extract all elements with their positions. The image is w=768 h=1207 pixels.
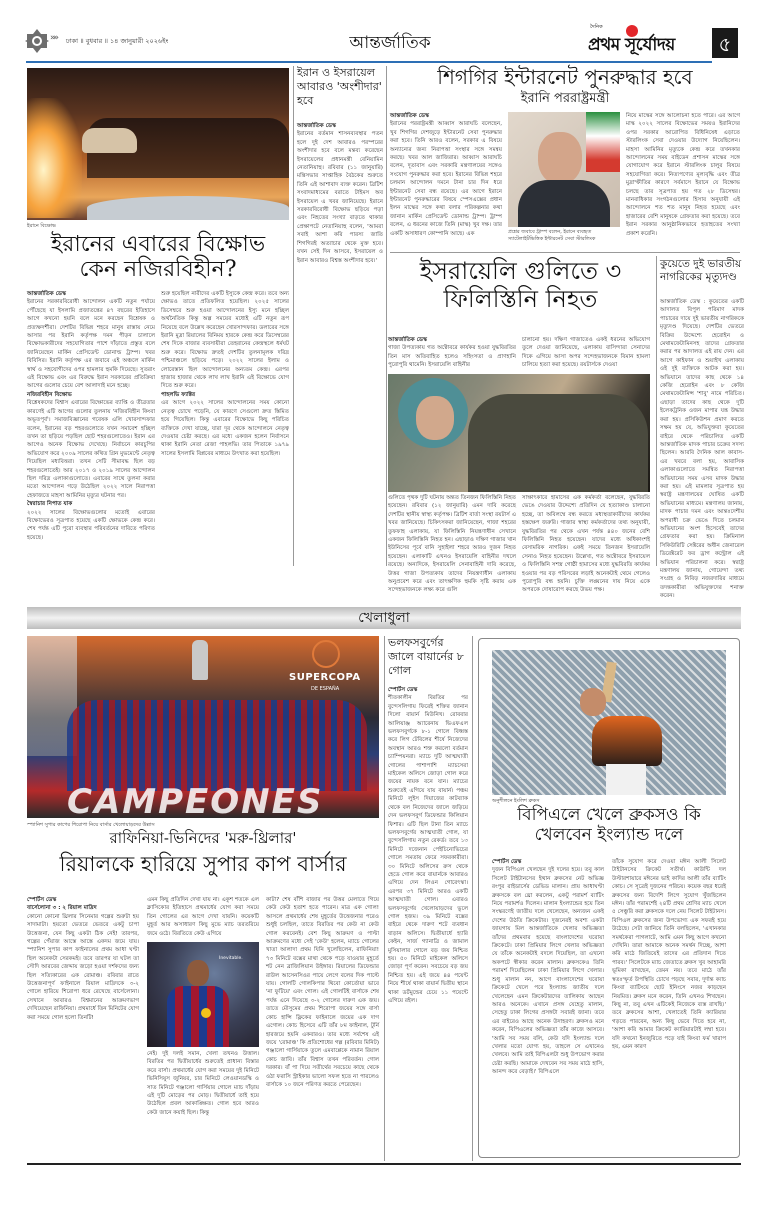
headline-line-1: ইরানের এবারের বিক্ষোভ [50,232,266,257]
internet-headline: শিগগির ইন্টারনেট পুনরুদ্ধার হবে [437,65,693,89]
barca-kicker: রাফিনিয়া-ভিনিদের 'মরু-থ্রিলার' [109,829,297,847]
body: সাক্ষাৎকারে হামাসের এক কর্মকর্তা বলেছেন, যুদ্ধবিরতি ভেঙে দেওয়ার উদ্দেশ্যে প্রতিদিন যে হত্যাকাণ্ড চালানো হচ্ছে, তা অবিলম্বে বন্ধ করতে মধ্যস্থতাকারীদের কার্যকর হস্তক্ষেপ জরুরি। গাজার স্বাস্থ্য কর্মকর্তাদের তথ্য অনুযায়ী, যুদ্ধবিরতির পর থেকে এখন পর্যন্ত ৪৪০ জনের বেশি ফিলিস্তিনি নিহত হয়েছেন। যাদের মধ্যে অধিকাংশই বেসামরিক নাগরিক। একই সময়ে তিনজন ইসরায়েলি সেনাও নিহত হয়েছেন। উল্লেখ্য, গত অক্টোবরে ইসরায়েল ও ফিলিস্তিনি সশস্ত্র গোষ্ঠী হামাসের মধ্যে যুদ্ধবিরতি কার্যকর হওয়ার পর বড় পরিসরের লড়াই অনেকটাই থেমে গেলেও পুরোপুরি বন্ধ হয়নি। চুক্তি লঙ্ঘনের দায় নিয়ে একে অপরকে দোষারোপ করছে উভয় পক্ষ। [522,495,650,594]
car-silhouette [82,128,137,153]
page-number: ৫ [718,32,732,56]
face [416,396,454,440]
sports-banner [27,607,741,629]
embrace [468,394,648,492]
body: কাটা? শেষ বাঁশি বাজার পর উত্তর মেলাতে গিয়ে কেউ কেউ হতাশ হতে পারেন। মাত্র এক গোল! আসলে প্রথমার্ধের শেষ মুহূর্তের উত্তেজনার পরেও শুধুই চলছিল, তাতে বিরতির পর কেউ না কেউ গোল করবেনই। বেশ কিছু আক্রমণ ও পাল্টা আক্রমণের মধ্যে সেই 'কেউ' হলেন, ম্যাচে গোলের খাতা আলাদা প্রথম যিনি খুলেছিলেন, রাফিনিয়া! ৭৩ মিনিটে বক্সের মাথা থেকে পড়ে যাওয়ার মুহূর্তে শট নেন ব্রাজিলিয়ান উইঙ্গার। রিয়ালের ডিফেন্ডার রাউল আসেনসিওর পায়ে লেগে বলের দিক পাল্টে যায়। গোলটি গোলকিপার থিবো কোর্তোয়া ভাবে 'না ফুটিয়ে' এবং গোল। এই গোলটিই বার্সাকে শেষ পর্যন্ত এনে দিয়েছে ৩-২ গোলের দারুণ এক জয়। তাতে মৌসুমের প্রথম শিরোপা জয়ের সঙ্গে বার্সা কোচ হান্সি ফ্লিকের ফাইনালে জয়ের এক দাগ এগোল। কোচ হিসেবে এটি তাঁর ৮ম ফাইনাল, টুর্নি হারজয়ে হয়নি একবারও। তার মধ্যে সর্বশেষ এই জয়ে 'রোমাঞ্চ' কি প্রতিশোধের গল্প (রবিবার মিনিট) গঞ্জালো গার্সিয়াকে তুলে এমবাপ্পেকে নামান রিয়াল কোচ জাবি। তাঁর বিশ্বাস তখন পরিবর্তন। গোল দরকার। বাঁ পা দিয়ে সতীর্থের সবচেয়ে কাছে থেকে ওঠা ফরাসি স্ট্রাইকার ভালো সফল হতে না পারলেও বার্সাকে ১০ জনে পরিণত করতে পেরেছেন। [266,897,379,1088]
body: নেই। দুই দলই সমান, খেলা তখনও উত্তাল। বিরতির পর দ্বিতীয়ার্ধের শুরুতেই প্রাধান্য বিস্তার করে বার্সা। প্রথমার্ধের যোগ করা সময়ের দুই মিনিটে ভিনিসিয়ুস জুনিয়র, চার মিনিটে লেওয়ানডস্কি ও সাত মিনিটে গঞ্জালো গার্সিয়ার গোলে ম্যাচ দাঁড়ায় এই দুটি মোড়ের পর মোড়। দ্বিতীয়ার্ধে তাই হয়ে উঠেছিল প্রবল আকাঙ্ক্ষিত। গোল হবে আরও কেউ জানে কয়াই ছিল। কিন্তু [147,1051,259,1116]
barca-headline: রিয়ালকে হারিয়ে সুপার কাপ বার্সার [59,852,347,876]
body: এর আগে ২০২২ সালের আন্দোলনের সময় কোনো নেতৃত্ব চোখে পড়েনি, যে কারণে সেগুলো দ্রুত স্তিমিত হয়ে গিয়েছিল। কিন্তু এবারের বিক্ষোভে কিছু পরিচিত ব্যক্তিকে দেখা যাচ্ছে, যারা দূর থেকে আন্দোলনে নেতৃত্ব দেওয়ার চেষ্টা করছে। এর মধ্যে একজন হলেন নির্বাসনে থাকা ইরানি নেতা রেজা পাহলভি। তার পিতাকে ১৯৭৯ সালের ইসলামি বিপ্লবের মাধ্যমে উৎখাত করা হয়েছিল। [161,400,289,457]
sports-banner-title: খেলাধুলা [358,610,410,626]
raphinha-photo [147,942,259,1047]
palestine-col1 [388,494,516,594]
internet-col1 [390,112,502,242]
desk-label: স্পোর্টস ডেস্ক [27,897,57,903]
batter-pads [606,764,646,795]
palestine-col2 [522,494,650,594]
face [538,132,582,184]
column-rule [656,256,657,566]
iran-protest-col2 [161,290,289,565]
barca-col2-bottom [147,1050,259,1161]
barca-col1 [27,896,139,1161]
internet-subheadline: ইরানি পররাষ্ট্রমন্ত্রী [520,91,610,106]
masthead-rule [26,61,712,63]
barca-col3 [266,896,379,1161]
body: তাঁকে সুযোগ করে দেওয়া মঈন আলী সিলেট টাইটানসের ক্রিকেট সতীর্থ। কাউন্টি দল উস্টারশায়ারে মঈনের ভাই কাদির আলী তাঁর ব্যাটিং কোচ। সে সূত্রেই দুজনের পরিচয়। কয়েক বছর ধরেই ব্রুকসের জন্য বিদেশি লিগে সুযোগ খুঁজছিলেন মঈন। তাঁর পরামর্শেই ২৪টি প্রথম শ্রেণির ম্যাচ খেলে ৫ সেঞ্চুরি করা ব্রুকসকে দলে নেয় সিলেট টাইটানস। বিপিএল ব্রুকসের জন্য উপভোগ্য এক সফরই হয়ে উঠেছে। সেটা জানিয়ে তিনি বলছিলেন, 'এখানকার সমর্থকেরা পাগলাটে, আমি এমন কিছু আগে কখনো দেখিনি। তারা আমাকে অনেক সমর্থন দিচ্ছে, আশা করি মাঠে জিতিয়েই তাদের এর প্রতিদান দিতে পারব।' সিলেটকে ম্যাচ জেতাতে ব্রুকস খুব আহামরি ভূমিকা রাখছেন, তেমন নয়। তবে মাঠে তাঁর স্বতঃস্ফূর্ত উপস্থিতি চোখে পড়ছে সবার, দুর্দান্ত ক্যাচ কিংবা ব্যাটিংয়ে ছোট ইনিংসে নজর কাড়ছেন নিয়মিত। ব্রুকস মনে করেন, তিনি এখনও শিখছেন। কিছু না, তবু এখন এটিকেই নিজেকে ব্যস্ত রাখছি।' তবে ব্রুকসের আশা, খেলাতেই তিনি ক্যারিয়ার গড়তে পারবেন, অন্য কিছু ভেবে দিতে হবে না, 'আশা করি আমার ক্রিকেট ক্যারিয়ারটাই লম্বা হবে। যদি কখনো ইনজুরিতে পড়ে যাই কিংবা ফর্ম খারাপ হয়, এমন কারণ [612,859,726,1050]
headline-line-2: ফিলিস্তিনি নিহত [443,284,598,313]
player-head [187,960,209,986]
minister-photo [508,112,620,227]
palestine-photo [388,374,650,492]
iran-israel-body [297,122,383,565]
body: গাজা উপত্যকায় গত অক্টোবরে কার্যকর হওয়া যুদ্ধবিরতির তিন মাস অতিবাহিত হলেও সহিংসতা ও প্রাণহানি পুরোপুরি থামেনি। ইসরায়েলি বাহিনীর [388,345,516,369]
subhead: পাহলভি ফ্যাক্টর [161,391,196,398]
masthead [0,0,768,62]
trophy [192,640,208,680]
desk-label: স্পোর্টস ডেস্ক [492,859,522,865]
fire-glow [27,98,82,218]
suit [518,180,610,227]
supercopa-brand: SUPERCOPA [289,672,361,683]
chevrons-icon: »» [50,33,58,43]
supercopa-brand-sub: DE ESPAÑA [311,686,340,692]
score-line: বার্সেলোনা ৩ : ২ রিয়াল মাদ্রিদ [27,905,97,912]
headline-line-2: খেলবেন ইংল্যান্ড দলে [534,824,684,845]
brook-col1 [492,858,604,1152]
paper-logo: প্রথম সূর্যোদয় [588,35,675,55]
page-bottom-rule [27,1163,741,1165]
brook-caption: অনুশীলনে ইংলিশ ব্রুকস [492,798,540,804]
body: এমন কিছু প্রতিদিন দেখা যায় না। একুশ শতকে এল ক্লাসিকোর ইতিহাসে প্রথমার্ধের যোগ করা সময়ে তিন গোলের এর আগে দেখা যায়নি। কয়েকটি মুহূর্ত আর অসাধারণ কিছু মুভে ম্যাচ তরতরিয়ে জমে ওঠে। বিরতিতে কেউ এগিয়ে [147,897,259,937]
body: চালানো হয়। দক্ষিণ গাজাতেও একই ধরনের অভিযোগ তুলে দেওয়া জানিয়েছে, এলাকায় বাসিন্দারা সেনাদের দিকে এগিয়ে আসা অপর সন্দেহভাজনকে বিমান হামলা চালিয়ে হত্যা করা হয়েছে। রয়টার্সকে দেওয়া [522,337,650,369]
headline-line-2: কেন নজিরবিহীন? [79,257,237,283]
body: ইরানের সরকারবিরোধী আন্দোলন একটি নতুন পর্যায়ে পৌঁছেছে যা ইসলামি প্রজাতন্ত্রের ৪৭ বছরের ইতিহাসে আগে কখনো হয়নি বলে মনে করছেন বিশ্লেষক ও প্রত্যক্ষদর্শীরা। দেশটির বিভিন্ন শহরে মানুষ রাস্তায় নেমে আসার পর ইরানি কর্তৃপক্ষ দমন পীড়ন চালালে বিক্ষোভকারীদের সহযোগিতার পাশে দাঁড়াতে প্রস্তুত বলে জানিয়েছেন মার্কিন প্রেসিডেন্ট ডোনাল্ড ট্রাম্প। খবর বিবিসির। ইরানি কর্তৃপক্ষ এর জবাবে এই অঞ্চলে মার্কিন স্বার্থ ও সহযোগীদের ওপর হামলার হুমকি দিয়েছে। সুতরাং এই বিক্ষোভ এবং এর বিরুদ্ধে ইরান সরকারের প্রতিক্রিয়া আগের গুলোর চেয়ে বেশ আলাদাই মনে হচ্ছে। [27,299,155,390]
subhead: স্বৈরাচার নিপাত যাক [27,501,73,508]
desk-label: আন্তর্জাতিক ডেস্ক [297,123,337,129]
bayern-headline: ভলফসবুর্গের জালে বায়ার্নের ৮ গোল [388,636,464,677]
desk-label: আন্তর্জাতিক ডেস্ক [390,113,430,119]
sponsor-logo [201,1008,211,1018]
barca-col2-top [147,896,259,938]
body: নিয়ে মাস্কের সঙ্গে আলোচনা হতে পারে। এর আগে মাস্ক ২০২২ সালের বিক্ষোভের সময়ও ইরানিদের ওপর সরকার আরোপিত বিধিনিষেধ এড়াতে স্টারলিংক সেবা দেওয়ার উদ্যোগ নিয়েছিলেন। মাহসা আমিনির মৃত্যুকে কেন্দ্র করে তখনকার আন্দোলনের সময় বাইডেন প্রশাসন মাস্কের সঙ্গে যোগাযোগ করে ইরানে স্টারলিংক চালুর বিষয়ে সহযোগিতা করে। নিত্যপণ্যের মূল্যবৃদ্ধি এবং তীব্র মুদ্রাস্ফীতির কারণে সর্বমাসে ইরানে যে বিক্ষোভ চলছে তার সূত্রপাত হয় গত ২৮ ডিসেম্বর। মানবাধিকার সংগঠনগুলোর হিসাব অনুযায়ী এই আন্দোলনে শত শত মানুষ নিহত হয়েছে এবং হাজারের বেশি মানুষকে গ্রেফতার করা হয়েছে। তবে ইরান সরকার আনুষ্ঠানিকভাবে হতাহতের সংখ্যা প্রকাশ করেনি। [626,113,740,237]
body: ইরানের পররাষ্ট্রমন্ত্রী আব্বাস আরাঘচি বলেছেন, খুব শিগগির দেশজুড়ে ইন্টারনেট সেবা পুনরুদ্ধার করা হবে। তিনি আরও বলেন, সরকার এ বিষয়ে অন্যান্যের জন্য নিরাপত্তা সংস্থার সঙ্গে সমন্বয় করছে। খবর আল জাজিরার। আব্বাস আরাঘচি বলেন, দূতাবাস এবং সরকারি মন্ত্রণালয়ের সঙ্গেও সংযোগ পুনরুদ্ধার করা হবে। ইরানের বিভিন্ন শহরে চলমান আন্দোলন দমনে টানা চার দিন ধরে ইন্টারনেট সেবা বন্ধ রয়েছে। এর আগে ইরানে ইন্টারনেট পুনরুদ্ধারের বিষয়ে স্পেসএক্সের প্রধান ইলন মাস্কের সঙ্গে কথা বলার পরিকল্পনার কথা জানান মার্কিন প্রেসিডেন্ট ডোনাল্ড ট্রাম্প। ট্রাম্প বলেন, এ ধরনের কাজে তিনি (মাস্ক) খুব দক্ষ। তার একটি অসাধারণ কোম্পানি আছে। এক [390,121,502,237]
brook-headline [486,806,732,845]
minister-caption: প্রশ্নের জবাবে ট্রাম্প বলেন, ইরানে ব্যবহৃত স্যাটেলাইটভিত্তিক ইন্টারনেট সেবা স্টারলিংক [508,229,596,242]
batter-head [580,688,606,716]
internet-col3 [626,112,740,242]
body: কোনো কোনো থ্রিলার সিনেমার গল্পের শুরুটা হয় সাদামাটা। হয়তো ভেতরে ভেতরে একটু চাপা উত্তেজনা, যেন কিছু একটা ঠিক নেই! তারপর, গল্পের পেঁয়াজ আস্তে আস্তে একদম জমে যায়। স্প্যানিশ সুপার কাপ ফাইনালের প্রথম আধা ঘণ্টা ছিল অনেকটা সেরকমই। তবে তারপর যা ঘটল তা সৌদি আরবের জেদ্দায় জড়ো হওয়া দর্শকদের জন্য ছিল সত্যিকারের এক রোমাঞ্চ। রবিবার রাতে উত্তেজনাপূর্ণ ফাইনালে রিয়াল মাদ্রিদকে ৩-২ গোলে হারিয়ে শিরোপা ধরে রেখেছে বার্সেলোনা। সেখানে আবারও বিশ্বমানের আক্রমণভাগ দেখিয়েছেন রাফিনিয়া। প্রথমার্ধে তিন মিনিটের যোগ করা সময়ে গোল হলো তিনটি! [27,913,139,1021]
barca-celebration-photo [27,636,379,822]
column-rule [293,66,294,566]
section-title: আন্তর্জাতিক [349,33,431,53]
paper-prefix: দৈনিক [590,24,603,30]
iran-protest-caption: ইরানে বিক্ষোভ [27,223,56,229]
bayern-body [388,686,468,1161]
iran-israel-headline: ইরান ও ইসরায়েল আবারও 'অংশীদার' হবে [297,66,382,107]
body: শুরু হয়েছিল নারীদের একটি ইস্যুকে কেন্দ্র করে। তবে অন্য ক্ষোভও তাতে প্রতিফলিত হয়েছিল। ২০২৫ সালের ডিসেম্বরে শুরু হওয়া আন্দোলনের ইস্যু মনে হচ্ছিল অর্থনৈতিক কিন্তু অল্প সময়ের মধ্যেই এটি নতুন রূপ নিয়েছে বলে উল্লেখ করেছেন খোরসান্দফার। ডলারের সঙ্গে ইরানি মুদ্রা রিয়ালের বিনিময় হারকে কেন্দ্র করে ডিসেম্বরের শেষ দিকে বাজার ব্যবসায়ীরা তেহরানের কেন্দ্রস্থলে ধর্মঘট শুরু করে। বিক্ষোভ দ্রুতই দেশটির তুলনামূলক দরিদ্র পশ্চিমাঞ্চলে ছড়িয়ে পড়ে। ২০২২ সালের ইলাম ও লোরেস্তান ছিল আন্দোলনের অন্যতম কেন্দ্র। এরপর হাজার হাজার থেকে লাখ লাখ ইরানি এই বিক্ষোভে যোগ দিতে শুরু করে। [161,291,289,390]
column-rule [472,636,473,1161]
palestine-intro-col1 [388,336,516,372]
body: বিশ্লেষকদের বিশ্বাস এবারের বিক্ষোভের ব্যাপ্তি ও তীব্রতার কারণেই এটি আগের গুলোর তুলনায় 'নজিরবিহীন কিংবা অভূতপূর্ব'। সমাজবিজ্ঞানের গবেষক এলি খোরসান্দফার বলেন, ইরানের বড় শহরগুলোতে যখন সমাবেশ হচ্ছিল তখন তা ছড়িয়ে পড়ছিল ছোট শহরগুলোতেও। ইরান এর আগেও অনেক বিক্ষোভ দেখেছে। নির্বাচনে কারচুপির অভিযোগ করে ২০০৯ সালের কথিত গ্রিন মুভমেন্টে নেতৃত্ব দিয়েছিল মধ্যবিত্তরা। তখন সেটি সীমাবদ্ধ ছিল বড় শহরগুলোতেই। আর ২০১৭ ও ২০১৯ সালের আন্দোলন ছিল দরিদ্র এলাকাগুলোতে। এবারের সাথে তুলনা করার মতো আন্দোলন গড়ে উঠেছিল ২০২২ সালে নিরাপত্তা হেফাজতে মাহসা আমিনির মৃত্যুর ঘটনার পর। [27,400,155,499]
players-group [67,700,367,791]
kuwait-headline: কুয়েতে দুই ভারতীয় নাগরিকের মৃত্যুদণ্ড [660,258,742,284]
ornament-icon [24,28,50,54]
subhead: নজিরবিহীন বিক্ষোভ [27,391,72,398]
brook-photo [492,650,726,795]
body: দুজন বিপিএল খেলছেন দুই দলের হয়ে। তবু কাল সিলেট টাইটানসের ইথান ব্রুকসের নেট অভিজ্ঞ রংপুর রাইডার্সের ডেভিড মালান। প্রায় আধাঘণ্টা ব্রুকসকে বল থ্রো করলেন, একটু পরামর্শ ব্যাটিং নিয়ে পরামর্শও দিলেন। মালান ইংল্যান্ডের হয়ে তিন সংস্করণেই জাতীয় দলে খেলেছেন, অন্যজন একই দেশের উঠতি ক্রিকেটার। দুজনেরই অবশ্য একটা জায়গায় মিল আন্তর্জাতিকে খেলার অভিজ্ঞতা তাঁদের প্রথমবার হয়েছে বাংলাদেশের ঘরোয়া ক্রিকেটে। ঢাকা প্রিমিয়ার লিগে খেলার অভিজ্ঞতা যে তাঁকে অনেকটাই বদলে দিয়েছিল, তা এখনো অকপটে স্বীকার করেন মালান। ব্রুকসকেও তিনি পরামর্শ দিয়েছিলেন ঢাকা প্রিমিয়ার লিগে খেলার। শুধু মালান নন, আগে বাংলাদেশের ঘরোয়া ক্রিকেটে খেলে পরে ইংল্যান্ড জাতীয় দলে খেলেছেন এমন ক্রিকেটারদের তালিকায় আছেন আরও অনেকে। এখানে প্রসঙ্গ যেহেতু মালান, সেহেতু ঢাকা লিগের প্রসঙ্গটা সবারই জানা। তবে এর বাইরেও আছে অনেক উদাহরণ। ব্রুকসও মনে করেন, বিপিএলের অভিজ্ঞতা তাঁর কাজে আসবে। 'আমি সব সময় বলি, কেউ যদি ইংল্যান্ড দলে খেলার মতো যোগ্য হয়, তাহলে সে এখানেও খেলবে। আমি তাই বিপিএলটা শুধু উপভোগ করার চেষ্টা করছি। আমাকে দেখবেন সব সময় মাঠে হাসি, আনন্দ করে বেড়াই।' বিপিএলে [492,867,604,1076]
flag [586,112,620,172]
batter-shirt [592,716,662,766]
photo-tagline: Inevitable. [219,956,243,961]
brook-col2 [612,858,726,1152]
iran-protest-col1 [27,290,155,565]
body: ২০২২ সালের বিক্ষোভগুলোর মতোই এবারের বিক্ষোভেরও সূত্রপাত হয়েছে একটি ক্ষোভকে কেন্দ্র করে। শেষ পর্যন্ত এটি পুরো ব্যবস্থার পরিবর্তনের দাবিতে পরিণত হয়েছে। [27,509,155,541]
column-rule [384,636,385,1161]
desk-label: আন্তর্জাতিক ডেস্ক [27,291,67,297]
campeones-text: CAMPEONES [67,782,324,822]
kuwait-body [660,298,744,600]
dateline: ঢাকা ॥ বুধবার ॥ ১৪ জানুয়ারী ২০২৬ইং [66,37,169,45]
supercopa-logo [312,640,340,668]
body: শীতকালীন বিরতির পর বুন্দেসলিগায় ফিরেই শক্তির জানান দিলো বায়ার্ন মিউনিখ। রোববার আলিয়াঞ্জ অ্যারেনায় ভিএফএল ভলফসবুর্গকে ৮-১ গোলে বিধ্বস্ত করে লিগ টেবিলের শীর্ষে নিজেদের অবস্থান আরও শক্ত করলো বর্তমান চ্যাম্পিয়নরা। ম্যাচে দুটি আত্মঘাতী গোলের পাশাপাশি ম্যাচসেরা মাইকেল অলিসে জোড়া গোল করে জয়ের নায়ক বনে যান। ম্যাচের শুরুতেই এগিয়ে যায় বায়ার্ন। পঞ্চম মিনিটে লুইস দিয়াজের কাটব্যাক থেকে বল নিজেদের জালে জড়িয়ে দেন ভলফসবুর্গ ডিফেন্ডার কিলিয়ান ফিশার। এটি ছিল টানা তিন ম্যাচে ভলফসবুর্গের আত্মঘাতী গোল, যা বুন্দেসলিগায় নতুন রেকর্ড। তবে ১৩ মিনিটে দজেনান পেইচিনোভিচের গোলে সমতায় ফেরে সফরকারীরা। ৩০ মিনিটে অলিসের ক্রস থেকে হেডে গোল করে বায়ার্নকে আবারও এগিয়ে দেন লিওন গোরেৎস্কা। এরপর ৩৭ মিনিটে আরও একটি আত্মঘাতী গোল। এবারও ভলফসবুর্গের খেলোয়াড়দের ভুলে গোল হজম। ৩৯ মিনিটে বক্সের বাইরে থেকে দারুণ শটে ব্যবধান বাড়ান অলিসে। দ্বিতীয়ার্ধে হ্যারি কেইন, সার্জ গ্যানাব্রি ও জামাল মুসিয়ালার গোলে বড় জয় নিশ্চিত হয়। ৫০ মিনিটে মাইকেল অলিসে জোড়া পূর্ণ করেন। সবচেয়ে বড় জয় নিশ্চিত হয়। এই জয়ে ৪৪ পয়েন্ট নিয়ে শীর্ষে থাকা বায়ার্ন দ্বিতীয় স্থানে থাকা ডর্টমুন্ডের চেয়ে ১১ পয়েন্টে এগিয়ে রইল। [388,695,468,1005]
headline-line-1: বিপিএলে খেলে ব্রুকসও কি [517,805,701,825]
body: ইরানের বর্তমান শাসনব্যবস্থার পতন হলে দুই দেশ আবারও পরস্পরের অংশীদার হবে বলে মন্তব্য করেছেন ইসরায়েলের প্রধানমন্ত্রী বেনিয়ামিন নেতানিয়াহু। রবিবার (১১ জানুয়ারি) মন্ত্রিসভার সাপ্তাহিক বৈঠকের শুরুতে তিনি এই আশাবাদ ব্যক্ত করেন। ব্রিটিশ সংবাদমাধ্যমের বরাতে টাইমস অব ইসরায়েল এ খবর জানিয়েছে। ইরানে সরকারবিরোধী বিক্ষোভ ছড়িয়ে পড়া এবং নিহতের সংখ্যা বাড়তে থাকার প্রেক্ষাপটে নেতানিয়াহু বলেন, 'আমরা সবাই আশা করি পারস্য জাতি শিগগিরই অত্যাচার থেকে মুক্ত হবে। যখন সেই দিন আসবে, ইসরায়েল ও ইরান আবারও বিশ্বস্ত অংশীদার হবে।' [297,131,383,264]
palestine-headline [388,258,653,313]
body: আন্তর্জাতিক ডেস্ক : কুয়েতের একটি আদালত বিপুল পরিমাণ মাদক পাচারের দায়ে দুই ভারতীয় নাগরিককে মৃত্যুদণ্ড দিয়েছে। দেশটির ভেতরে বিক্রির উদ্দেশ্যে হেরোইন ও মেথামফেটামিনসহ তাদের গ্রেফতার করার পর আদালত এই রায় দেন। এর আগে কাইফান ও শুয়াইখ এলাকায় ওই দুই ব্যক্তিকে আটক করা হয়। অভিযানে তাদের কাছ থেকে ১৪ কেজি হেরোইন এবং ৮ কেজি মেথামফেটামিন্স 'শাবু' নামে পরিচিত। এছাড়া তাদের কাছ থেকে দুটি ইলেকট্রনিক ওজন মাপার যন্ত্র উদ্ধার করা হয়। প্রসিকিউশন প্রমাণ করতে সক্ষম হয় যে, অভিযুক্তরা কুয়েতের বাইরে থেকে পরিচালিত একটি আন্তর্জাতিক মাদক পাচার চক্রের সদস্য ছিলেন। আরবি দৈনিক আল কাবাস-এর খবরে বলা হয়, আবাসিক এলাকাগুলোতে সমন্বিত নিরাপত্তা অভিযানের সময় এসব মাদক উদ্ধার করা হয়। এই মামলার সূত্রপাত হয় স্বরাষ্ট্র মন্ত্রণালয়ের ঘোষিত একটি অভিযানের মাধ্যমে। মন্ত্রণালয় জানায়, মাদক পাচার দমন এবং আন্তঃদেশীয় অপরাধী চক্র ভেঙে দিতে চলমান অভিযানের অংশ হিসেবেই তাদের গ্রেফতার করা হয়। ক্রিমিনাল সিকিউরিটি সেক্টরের অধীন জেনারেল ডিরেক্টরেট ফর ড্রাগ কন্ট্রোল এই অভিযান পরিচালনা করে। স্বরাষ্ট্র মন্ত্রণালয় জানায়, গোয়েন্দা তথ্য সংগ্রহ ও নিবিড় নজরদারির মাধ্যমে তদন্তকারীরা অভিযুক্তদের শনাক্ত করেন। [660,299,744,600]
iran-protest-photo [27,68,289,220]
section-rule [390,252,740,253]
headline-line-1: ইসরায়েলি গুলিতে ৩ [419,257,622,285]
palestine-intro-col2 [522,336,650,372]
barca-caption: স্প্যানিশ সুপার কাপের শিরোপা নিয়ে বার্সার খেলোয়াড়দের উল্লাস [27,822,155,828]
player-shirt [167,986,229,1047]
body: গুলিতে পৃথক দুটি ঘটনায় অন্তত তিনজন ফিলিস্তিনি নিহত হয়েছেন। রবিবার (১২ জানুয়ারি) এমন দাবি করেছে দেশটির স্থানীয় স্বাস্থ্য কর্তৃপক্ষ। ব্রিটিশ বার্তা সংস্থা রয়টার্স এ খবর জানিয়েছে। চিকিৎসকরা জানিয়েছেন, গাজা শহরের তুফফাহ এলাকায়, যা ফিলিস্তিনি নিয়ন্ত্রণাধীন সেখানে একজন ফিলিস্তিনি নিহত হন। এছাড়াও দক্ষিণ গাজার খান ইউনিসের পূর্বে বানি সুহাইলা শহরে আরও দুজন নিহত হয়েছেন। এলাকাটি এখনও ইসরায়েলি বাহিনীর দখলে রয়েছে। অন্যদিকে, ইসরায়েলি সেনাবাহিনী দাবি করেছে, উত্তর গাজা উপত্যকায় তাদের নিয়ন্ত্রণাধীন এলাকায় অনুপ্রবেশ করে এবং তাৎক্ষণিক হুমকি সৃষ্টি করায় এক সন্দেহভাজনকে লক্ষ্য করে গুলি [388,495,516,594]
desk-label: স্পোর্টস ডেস্ক [388,687,418,693]
iran-protest-headline [27,232,289,283]
column-rule [386,66,387,566]
car-foreground [87,196,289,220]
desk-label: আন্তর্জাতিক ডেস্ক [388,337,428,343]
